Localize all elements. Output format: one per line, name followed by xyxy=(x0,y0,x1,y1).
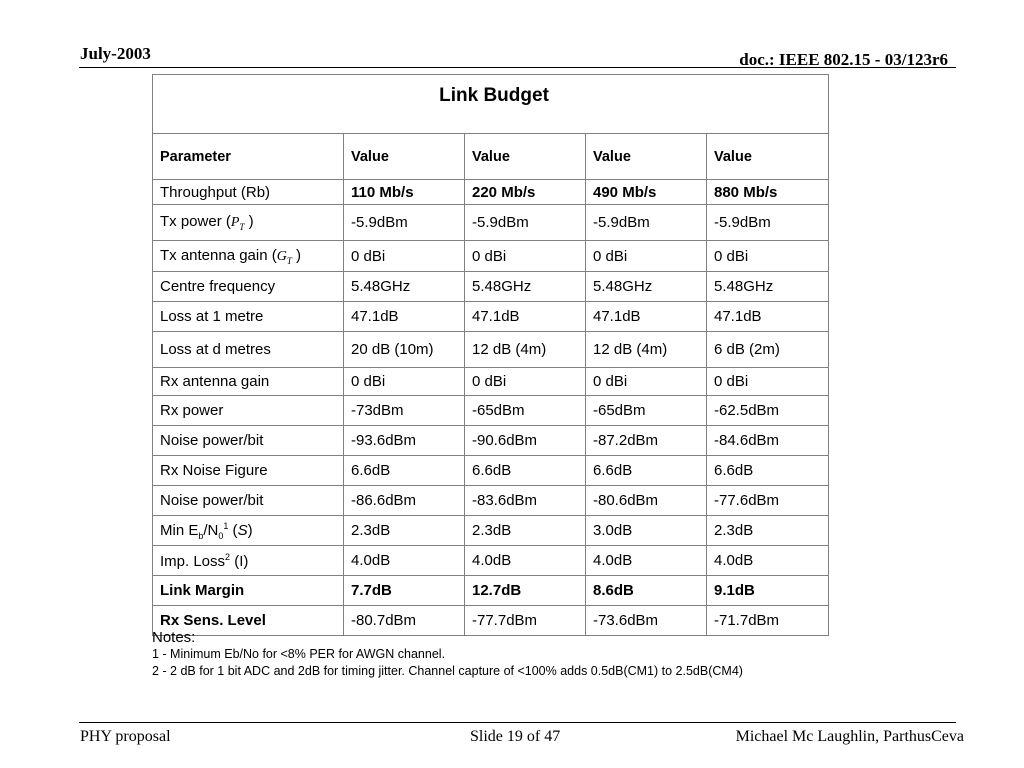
cell-value: -5.9dBm xyxy=(465,205,586,241)
table-row xyxy=(153,332,829,368)
table-row xyxy=(153,426,829,456)
symbol-g-t: $G_T$ xyxy=(276,248,292,266)
row-label: Rx power xyxy=(153,396,344,426)
row-label: Noise power/bit xyxy=(153,486,344,516)
notes xyxy=(152,629,743,680)
row-label: Loss at 1 metre xyxy=(153,302,344,332)
row-label: Throughput (Rb) xyxy=(153,180,344,205)
footer-divider xyxy=(79,722,956,723)
slide-number: Slide 19 of 47 xyxy=(470,728,561,745)
cell-value: 0 dBi xyxy=(707,241,829,272)
cell-value: 47.1dB xyxy=(586,302,707,332)
cell-value: -83.6dBm xyxy=(465,486,586,516)
cell-value: 4.0dB xyxy=(465,546,586,576)
cell-value: -90.6dBm xyxy=(465,426,586,456)
table-row xyxy=(153,456,829,486)
row-label: Imp. Loss$^2$ (I) xyxy=(153,546,344,576)
cell-value: 6.6dB xyxy=(344,456,465,486)
cell-value: -73.6dBm xyxy=(586,606,707,636)
cell-value: 6.6dB xyxy=(707,456,829,486)
cell-value: 2.3dB xyxy=(465,516,586,546)
cell-value: 5.48GHz xyxy=(707,272,829,302)
column-header: Value xyxy=(465,134,586,180)
table-row xyxy=(153,368,829,396)
cell-value: 0 dBi xyxy=(707,368,829,396)
row-label: Noise power/bit xyxy=(153,426,344,456)
note-item: 1 - Minimum Eb/No for <8% PER for AWGN channel. xyxy=(152,647,446,661)
header-date: July-2003 xyxy=(80,44,151,63)
cell-value: 0 dBi xyxy=(465,241,586,272)
cell-value: 0 dBi xyxy=(344,368,465,396)
column-header: Value xyxy=(344,134,465,180)
cell-value: 110 Mb/s xyxy=(344,180,465,205)
row-label: Loss at d metres xyxy=(153,332,344,368)
cell-value: -77.7dBm xyxy=(465,606,586,636)
table-row xyxy=(153,272,829,302)
cell-value: 12 dB (4m) xyxy=(465,332,586,368)
cell-value: 6.6dB xyxy=(465,456,586,486)
table-row xyxy=(153,241,829,272)
cell-value: -5.9dBm xyxy=(344,205,465,241)
cell-value: -62.5dBm xyxy=(707,396,829,426)
cell-value: 3.0dB xyxy=(586,516,707,546)
table-row xyxy=(153,205,829,241)
cell-value: 220 Mb/s xyxy=(465,180,586,205)
cell-value: 490 Mb/s xyxy=(586,180,707,205)
row-label: Rx Noise Figure xyxy=(153,456,344,486)
row-label: Centre frequency xyxy=(153,272,344,302)
row-label: Link Margin xyxy=(153,576,344,606)
header-doc-id: doc.: IEEE 802.15 - 03/123r6 xyxy=(739,50,948,69)
cell-value: 5.48GHz xyxy=(465,272,586,302)
cell-value: -86.6dBm xyxy=(344,486,465,516)
footer-topic: PHY proposal xyxy=(80,728,171,745)
cell-value: 6 dB (2m) xyxy=(707,332,829,368)
cell-value: 2.3dB xyxy=(344,516,465,546)
table-row xyxy=(153,576,829,606)
cell-value: 47.1dB xyxy=(344,302,465,332)
link-budget-table xyxy=(152,74,829,636)
row-label: Tx antenna gain ($G_T$ ) xyxy=(153,241,344,272)
cell-value: 4.0dB xyxy=(586,546,707,576)
cell-value: -71.7dBm xyxy=(707,606,829,636)
column-header: Parameter xyxy=(153,134,344,180)
cell-value: 5.48GHz xyxy=(586,272,707,302)
cell-value: 8.6dB xyxy=(586,576,707,606)
table-row xyxy=(153,180,829,205)
cell-value: 880 Mb/s xyxy=(707,180,829,205)
row-label: Rx antenna gain xyxy=(153,368,344,396)
cell-value: -87.2dBm xyxy=(586,426,707,456)
symbol-p-t: $P_T$ xyxy=(230,215,245,232)
cell-value: -5.9dBm xyxy=(707,205,829,241)
cell-value: 5.48GHz xyxy=(344,272,465,302)
cell-value: 12.7dB xyxy=(465,576,586,606)
cell-value: -73dBm xyxy=(344,396,465,426)
cell-value: -77.6dBm xyxy=(707,486,829,516)
cell-value: 9.1dB xyxy=(707,576,829,606)
table-title: Link Budget xyxy=(153,75,829,134)
cell-value: 47.1dB xyxy=(465,302,586,332)
cell-value: -80.7dBm xyxy=(344,606,465,636)
cell-value: 12 dB (4m) xyxy=(586,332,707,368)
header-divider xyxy=(79,67,956,68)
cell-value: -80.6dBm xyxy=(586,486,707,516)
cell-value: -93.6dBm xyxy=(344,426,465,456)
row-label: Min $E_b/N_0^1$ (S) xyxy=(153,516,344,546)
cell-value: 4.0dB xyxy=(707,546,829,576)
table-row xyxy=(153,302,829,332)
table-row xyxy=(153,486,829,516)
column-header: Value xyxy=(586,134,707,180)
table-row xyxy=(153,546,829,576)
note-item: 2 - 2 dB for 1 bit ADC and 2dB for timing jitter. Channel capture of <100% adds 0.5dB(CM1) to 2.5dB(CM4) xyxy=(152,664,743,678)
cell-value: -5.9dBm xyxy=(586,205,707,241)
cell-value: 20 dB (10m) xyxy=(344,332,465,368)
cell-value: 0 dBi xyxy=(586,241,707,272)
row-label: Tx power ($P_T$ ) xyxy=(153,205,344,241)
cell-value: -84.6dBm xyxy=(707,426,829,456)
notes-label: Notes: xyxy=(152,629,196,646)
cell-value: 0 dBi xyxy=(344,241,465,272)
cell-value: 0 dBi xyxy=(465,368,586,396)
cell-value: -65dBm xyxy=(586,396,707,426)
cell-value: -65dBm xyxy=(465,396,586,426)
footer-author: Michael Mc Laughlin, ParthusCeva xyxy=(735,728,964,745)
row-label: Rx Sens. Level xyxy=(153,606,344,636)
table-row xyxy=(153,396,829,426)
cell-value: 6.6dB xyxy=(586,456,707,486)
column-header: Value xyxy=(707,134,829,180)
cell-value: 7.7dB xyxy=(344,576,465,606)
table-header-row xyxy=(153,134,829,180)
cell-value: 0 dBi xyxy=(586,368,707,396)
cell-value: 47.1dB xyxy=(707,302,829,332)
table-row xyxy=(153,516,829,546)
cell-value: 4.0dB xyxy=(344,546,465,576)
cell-value: 2.3dB xyxy=(707,516,829,546)
